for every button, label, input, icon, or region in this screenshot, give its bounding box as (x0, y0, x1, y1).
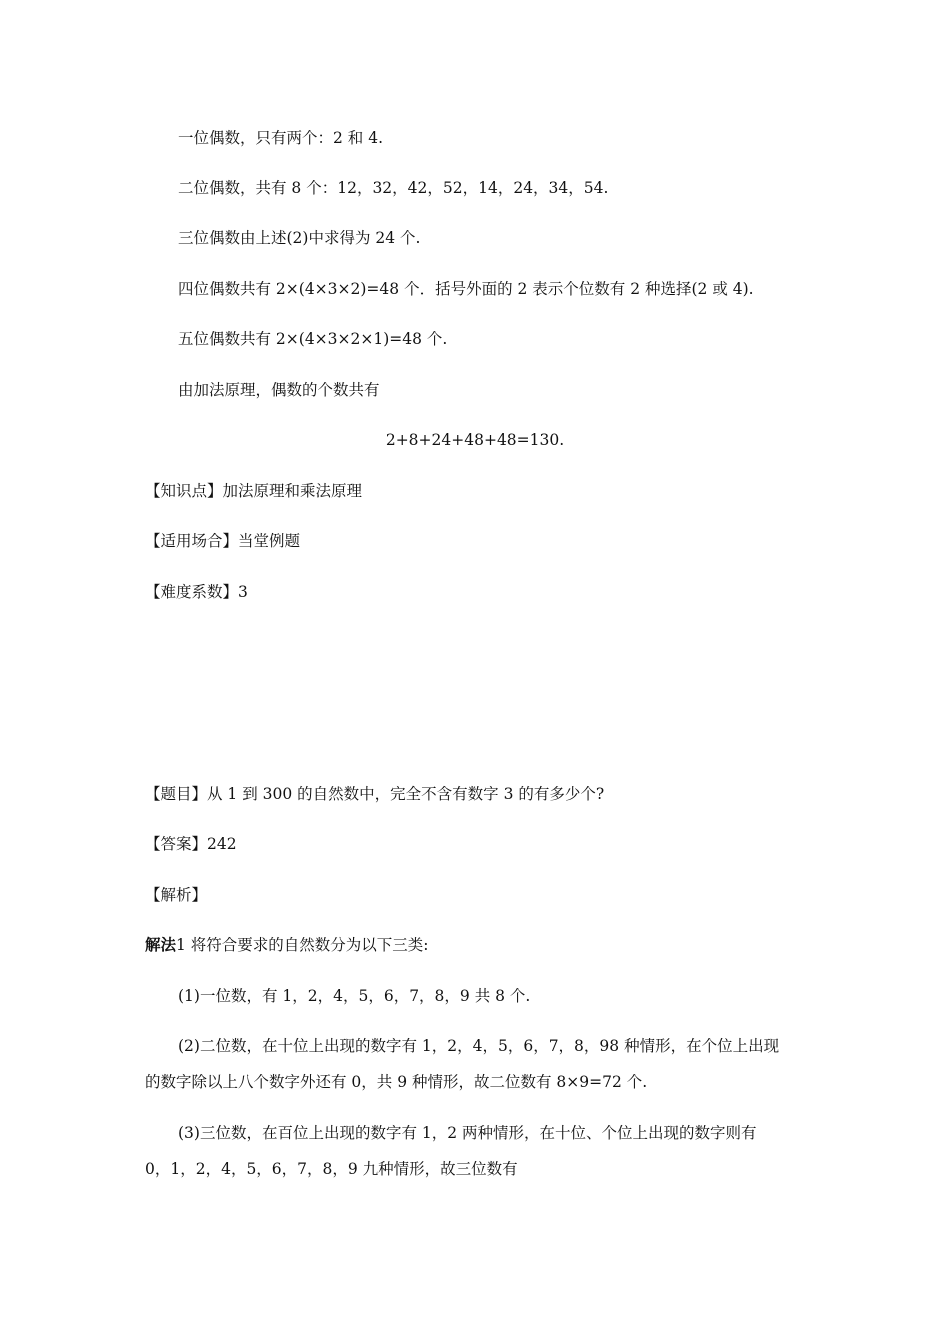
sum-formula: 2+8+24+48+48=130. (385, 431, 565, 449)
knowledge-point: 【知识点】加法原理和乘法原理 (145, 482, 363, 500)
case-one-digit: (1)一位数，有 1，2，4，5，6，7，8，9 共 8 个. (178, 987, 531, 1005)
five-digit-even-line: 五位偶数共有 2×(4×3×2×1)=48 个. (178, 330, 448, 348)
usage-scenario: 【适用场合】当堂例题 (145, 532, 301, 550)
method-text: 1 将符合要求的自然数分为以下三类: (176, 936, 429, 954)
case-three-digit-line2: 0，1，2，4，5，6，7，8，9 九种情形，故三位数有 (145, 1160, 518, 1178)
method-label: 解法 (145, 935, 177, 954)
case-three-digit-line1: (3)三位数，在百位上出现的数字有 1，2 两种情形，在十位、个位上出现的数字则有 (178, 1124, 757, 1142)
addition-principle-line: 由加法原理，偶数的个数共有 (178, 381, 380, 399)
two-digit-even-line: 二位偶数，共有 8 个：12，32，42，52，14，24，34，54. (178, 179, 609, 197)
case-two-digit-line2: 的数字除以上八个数字外还有 0，共 9 种情形，故二位数有 8×9=72 个. (145, 1073, 648, 1091)
case-two-digit-line1: (2)二位数，在十位上出现的数字有 1，2，4，5，6，7，8，98 种情形，在个位上出现 (178, 1037, 780, 1055)
method-line (145, 935, 429, 955)
analysis-label: 【解析】 (145, 886, 208, 904)
problem-question: 【题目】从 1 到 300 的自然数中，完全不含有数字 3 的有多少个? (145, 785, 605, 803)
problem-answer: 【答案】242 (145, 835, 237, 853)
one-digit-even-line: 一位偶数，只有两个：2 和 4. (178, 129, 384, 147)
three-digit-even-line: 三位偶数由上述(2)中求得为 24 个. (178, 229, 421, 247)
four-digit-even-line: 四位偶数共有 2×(4×3×2)=48 个．括号外面的 2 表示个位数有 2 种选择(2 或 4). (178, 280, 754, 298)
difficulty-level: 【难度系数】3 (145, 583, 248, 601)
